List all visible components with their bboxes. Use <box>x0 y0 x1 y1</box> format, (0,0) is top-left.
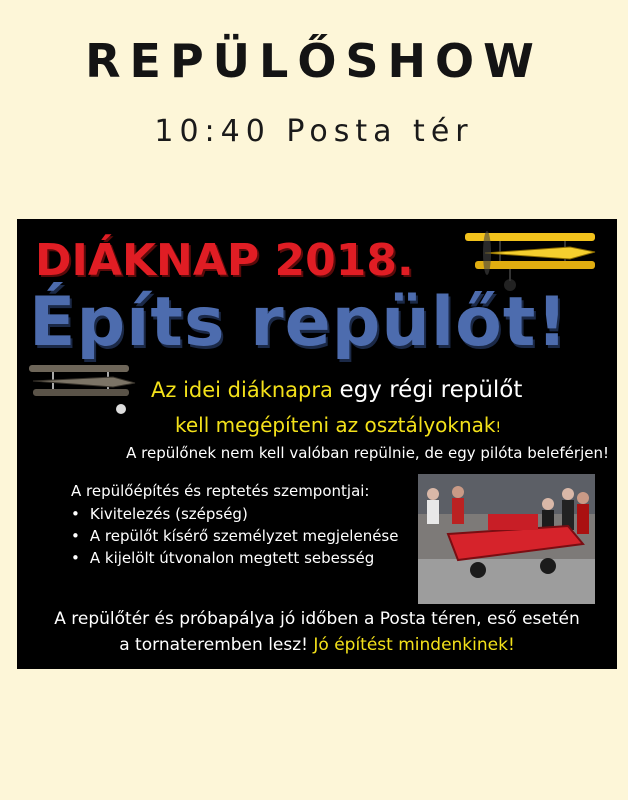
task-line-part2: ! <box>495 420 502 436</box>
criteria-list <box>71 503 398 569</box>
task-line <box>175 413 501 437</box>
footer-line-2-part1: a tornateremben lesz! <box>119 635 314 655</box>
list-item: • Kivitelezés (szépség) <box>71 503 398 525</box>
intro-line-part2: egy régi repülőt <box>339 377 523 403</box>
event-time-location: 10:40 Posta tér <box>154 114 474 149</box>
poster-headline: Építs repülőt! <box>29 283 569 362</box>
intro-line <box>151 377 522 403</box>
footer-line-2-part2: Jó építést mindenkinek! <box>313 635 515 655</box>
list-item: • A kijelölt útvonalon megtett sebesség <box>71 547 398 569</box>
dark-biplane-icon <box>23 359 143 419</box>
poster-heading: DIÁKNAP 2018. <box>35 235 414 286</box>
red-plane-photo <box>418 474 595 604</box>
task-line-part1: kell megépíteni az osztályoknak <box>175 413 496 437</box>
list-item: • A repülőt kísérő személyzet megjelenése <box>71 525 398 547</box>
footer-line-2 <box>17 635 617 655</box>
pilot-note: A repülőnek nem kell valóban repülnie, de egy pilóta beleférjen! <box>126 444 609 462</box>
intro-line-part1: Az idei diáknapra <box>151 378 340 402</box>
footer-line-1: A repülőtér és próbapálya jó időben a Posta téren, eső esetén <box>54 609 580 629</box>
page-title: REPÜLŐSHOW <box>85 34 543 88</box>
criteria-title: A repülőépítés és reptetés szempontjai: <box>71 482 370 500</box>
event-poster <box>17 219 617 669</box>
